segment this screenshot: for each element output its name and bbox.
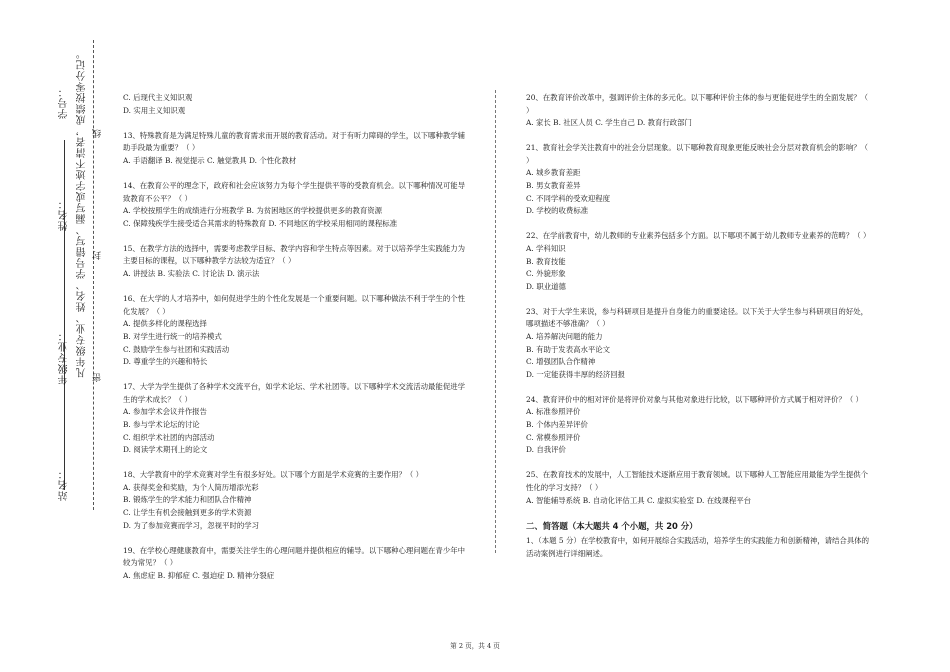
option-b: B. 个体内差异评价 <box>526 420 588 430</box>
column-divider <box>495 90 496 553</box>
question-stem: 22、在学前教育中，幼儿教师的专业素养包括多个方面。以下哪项不属于幼儿教师专业素养的范畴？（ ） <box>526 231 871 241</box>
question-stem: 25、在教育技术的发展中，人工智能技术逐渐应用于教育领域。以下哪种人工智能应用最能为学生提供个性化的学习支持？（ ） <box>526 470 868 492</box>
option-cd: C. 保障残疾学生接受适合其需求的特殊教育 D. 不同地区的学校采用相同的课程标准 <box>123 218 398 228</box>
short-answer-section <box>526 520 872 561</box>
seal-mark-xian: 线 <box>93 128 103 138</box>
option-c: C. 常模参照评价 <box>526 432 581 442</box>
option-d: D. 自我评价 <box>526 445 566 455</box>
question-23 <box>526 306 872 382</box>
right-column <box>526 92 872 573</box>
option-a: A. 学科知识 <box>526 243 566 253</box>
question-stem: 19、在学校心理健康教育中，需要关注学生的心理问题并提供相应的辅导。以下哪种心理问题在青少年中较为常见？（ ） <box>123 545 465 568</box>
option-b: B. 锻炼学生的学术能力和团队合作精神 <box>123 495 252 505</box>
question-stem: 14、在教育公平的理念下，政府和社会应该努力为每个学生提供平等的受教育机会。以下哪种情况可能导致教育不公平？（ ） <box>123 180 465 203</box>
option-c: C. 不同学科的受欢迎程度 <box>526 193 610 203</box>
question-options: A. 焦虑症 B. 抑郁症 C. 强迫症 D. 精神分裂症 <box>123 570 275 580</box>
binding-notice: 凡年级专业、姓名、学号错写、漏写或字迹不清者，成绩按零分记。 <box>77 48 88 378</box>
option-c: C. 外貌形象 <box>526 269 566 279</box>
option-c: C. 让学生有机会接触到更多的学术资源 <box>123 508 252 518</box>
school-label: 站名： <box>59 468 70 501</box>
question-stem: 20、在教育评价改革中，强调评价主体的多元化。以下哪种评价主体的参与更能促进学生的全面发展？（ ） <box>526 93 868 115</box>
question-stem: 13、特殊教育是为满足特殊儿童的教育需求而开展的教育活动。对于有听力障碍的学生，以下哪种教学辅助手段最为重要？（ ） <box>123 130 465 153</box>
option-c: C. 后现代主义知识观 <box>123 93 193 102</box>
question-stem: 18、大学教育中的学术竞赛对学生有很多好处。以下哪个方面是学术竞赛的主要作用？（ ） <box>123 470 423 480</box>
binding-cut-line <box>93 40 94 510</box>
seal-mark-mi: 密 <box>93 372 103 382</box>
name-label: 姓名： <box>59 198 70 231</box>
option-b: B. 男女教育差异 <box>526 181 581 191</box>
option-d: D. 尊重学生的兴趣和特长 <box>123 357 208 367</box>
option-b: B. 有助于发表高水平论文 <box>526 344 611 354</box>
question-20 <box>526 92 872 130</box>
question-22 <box>526 230 872 293</box>
question-stem: 24、教育评价中的相对评价是将评价对象与其他对象进行比较，以下哪种评价方式属于相对评价？（ ） <box>526 394 863 404</box>
page-number: 第 2 页，共 4 页 <box>450 642 500 650</box>
section-title: 二、简答题（本大题共 4 个小题，共 20 分） <box>526 520 698 531</box>
option-c: C. 鼓励学生参与社团和实践活动 <box>123 344 230 354</box>
question-19 <box>123 545 466 583</box>
option-a: A. 提供多样化的课程选择 <box>123 319 207 329</box>
option-a: A. 培养解决问题的能力 <box>526 332 603 341</box>
option-a: A. 标准参照评价 <box>526 407 581 417</box>
question-options: A. 讲授法 B. 实验法 C. 讨论法 D. 演示法 <box>123 269 260 279</box>
option-b: B. 参与学术论坛的讨论 <box>123 419 200 429</box>
question-options: A. 家长 B. 社区人员 C. 学生自己 D. 教育行政部门 <box>526 118 692 128</box>
option-d: D. 学校的收费标准 <box>526 206 589 216</box>
option-d: D. 阅读学术期刊上的论文 <box>123 445 208 455</box>
question-24 <box>526 394 872 457</box>
question-15 <box>123 243 466 281</box>
question-stem: 15、在教学方法的选择中，需要考虑教学目标、教学内容和学生特点等因素。对于以培养学生实践能力为主要目标的课程，以下哪种教学方法较为适宜？（ ） <box>123 243 465 266</box>
question-21 <box>526 142 872 218</box>
option-b: B. 教育技能 <box>526 256 566 266</box>
option-a: A. 城乡教育差距 <box>526 168 581 178</box>
option-c: C. 组织学术社团的内部活动 <box>123 432 215 442</box>
question-options: A. 手语翻译 B. 视觉提示 C. 触觉教具 D. 个性化教材 <box>123 155 297 165</box>
question-25 <box>526 469 872 507</box>
question-options: A. 智能辅导系统 B. 自动化评估工具 C. 虚拟实验室 D. 在线课程平台 <box>526 495 752 505</box>
grade-label: 年级专业： <box>59 330 70 385</box>
option-d: D. 一定能获得丰厚的经济回报 <box>526 369 626 379</box>
option-d: D. 实用主义知识观 <box>123 105 186 115</box>
question-16 <box>123 293 466 369</box>
option-b: B. 对学生进行统一的培养模式 <box>123 331 222 341</box>
question-stem: 16、在大学的人才培养中，如何促进学生的个性化发展是一个重要问题。以下哪种做法不利于学生的个性化发展？（ ） <box>123 294 465 316</box>
question-stem: 23、对于大学生来说，参与科研项目是提升自身能力的重要途径。以下关于大学生参与科研项目的好处，哪项描述不够准确？（ ） <box>526 306 868 329</box>
question-stem: 21、教育社会学关注教育中的社会分层现象。以下哪种教育现象更能反映社会分层对教育机会的影响？（ ） <box>526 143 868 165</box>
question-18 <box>123 469 466 532</box>
binding-line-left <box>64 140 65 490</box>
question-14 <box>123 180 466 230</box>
question-12-fragment <box>123 92 466 117</box>
seal-mark-feng: 封 <box>93 250 103 260</box>
option-d: D. 职业道德 <box>526 281 566 291</box>
option-ab: A. 学校按照学生的成绩进行分班教学 B. 为贫困地区的学校提供更多的教育资源 <box>123 206 383 216</box>
option-a: A. 参加学术会议并作报告 <box>123 407 207 417</box>
question-stem: 17、大学为学生提供了各种学术交流平台，如学术论坛、学术社团等。以下哪种学术交流活动最能促进学生的学术成长？（ ） <box>123 382 465 404</box>
option-c: C. 增强团队合作精神 <box>526 357 596 367</box>
question-13 <box>123 130 466 168</box>
option-d: D. 为了参加竞赛而学习，忽视平时的学习 <box>123 520 260 530</box>
seat-label: 学号： <box>59 86 70 119</box>
option-a: A. 获得奖金和奖励，为个人简历增添光彩 <box>123 482 259 492</box>
short-answer-question-1: 1、（本题 5 分）在学校教育中，如何开展综合实践活动，培养学生的实践能力和创新精神，请结合具体的活动案例进行详细阐述。 <box>526 536 869 558</box>
question-17 <box>123 381 466 457</box>
left-column <box>123 92 466 595</box>
